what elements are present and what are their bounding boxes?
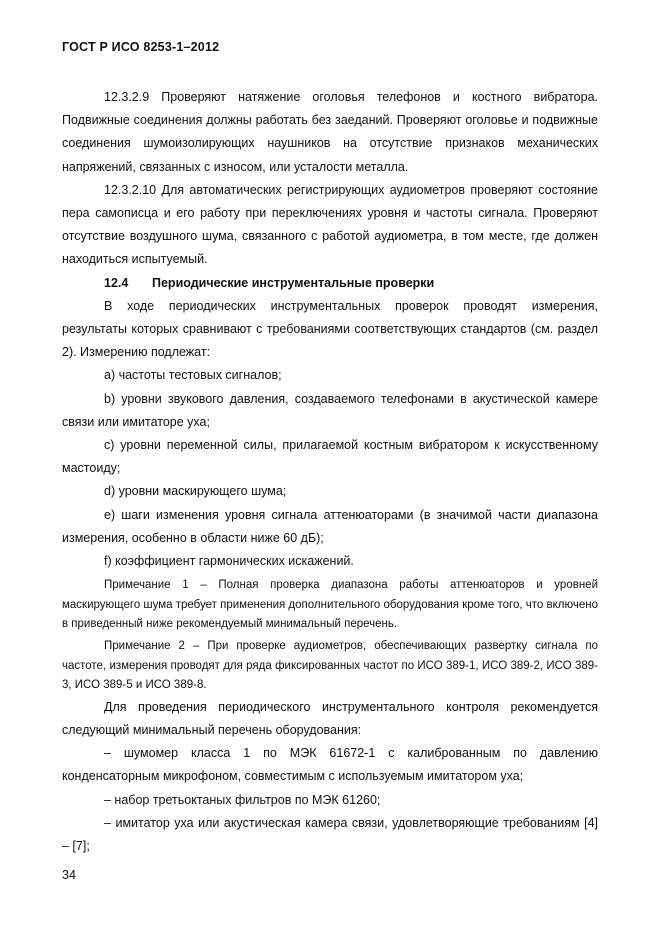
list-item-c: c) уровни переменной силы, прилагаемой костным вибратором к искусственному мастоиду;: [62, 438, 598, 476]
paragraph-12-3-2-9: 12.3.2.9 Проверяют натяжение оголовья телефонов и костного вибратора. Подвижные соединения должны работать без заеданий. Проверяют оголовье и подвижные соединения шумоизолирующих наушников на отсутствие признаков механических напряжений, связанных с износом, или усталости металла.: [62, 90, 598, 174]
list-item-a: а) частоты тестовых сигналов;: [104, 368, 282, 383]
list-item-b: b) уровни звукового давления, создаваемого телефонами в акустической камере связи или имитаторе уха;: [62, 391, 598, 429]
section-heading: [62, 272, 598, 295]
equipment-item-1: – шумомер класса 1 по МЭК 61672-1 с калиброванным по давлению конденсаторным микрофоном, совместимым с используемым имитатором уха;: [62, 746, 598, 784]
page-number: 34: [62, 868, 76, 882]
equipment-item-3: – имитатор уха или акустическая камера связи, удовлетворяющие требованиям [4] – [7];: [62, 815, 598, 854]
list-item-e: e) шаги изменения уровня сигнала аттенюаторами (в значимой части диапазона измерения, особенно в области ниже 60 дБ);: [62, 507, 598, 545]
list-item-d: d) уровни маскирующего шума;: [104, 484, 287, 499]
equipment-item-2: – набор третьоктаных фильтров по МЭК 61260;: [104, 792, 381, 807]
paragraph-equipment-intro: Для проведения периодического инструментального контроля рекомендуется следующий минимальный перечень оборудования:: [62, 699, 598, 738]
section-number: 12.4: [104, 275, 129, 290]
document-body: [62, 86, 598, 858]
note-2: Примечание 2 – При проверке аудиометров, обеспечивающих развертку сигнала по частоте, измерения проводят для ряда фиксированных частот по ИСО 389-1, ИСО 389-2, ИСО 389-3, ИСО 389-5 и ИСО 389-8.: [62, 640, 598, 692]
section-title: Периодические инструментальные проверки: [152, 275, 435, 290]
list-item-f: f) коэффициент гармонических искажений.: [104, 554, 354, 569]
document-header: ГОСТ Р ИСО 8253-1–2012: [62, 40, 220, 54]
note-1: Примечание 1 – Полная проверка диапазона работы аттенюаторов и уровней маскирующего шума требует применения дополнительного оборудования кроме того, что включено в приведенный ниже рекомендуемый минимальный перечень.: [62, 579, 598, 631]
paragraph-intro: В ходе периодических инструментальных проверок проводят измерения, результаты которых сравнивают с требованиями соответствующих стандартов (см. раздел 2). Измерению подлежат:: [62, 298, 598, 360]
paragraph-12-3-2-10: 12.3.2.10 Для автоматических регистрирующих аудиометров проверяют состояние пера самописца и его работу при переключениях уровня и частоты сигнала. Проверяют отсутствие воздушного шума, связанного с работой аудиометра, в том месте, где должен находиться испытуемый.: [62, 182, 598, 267]
